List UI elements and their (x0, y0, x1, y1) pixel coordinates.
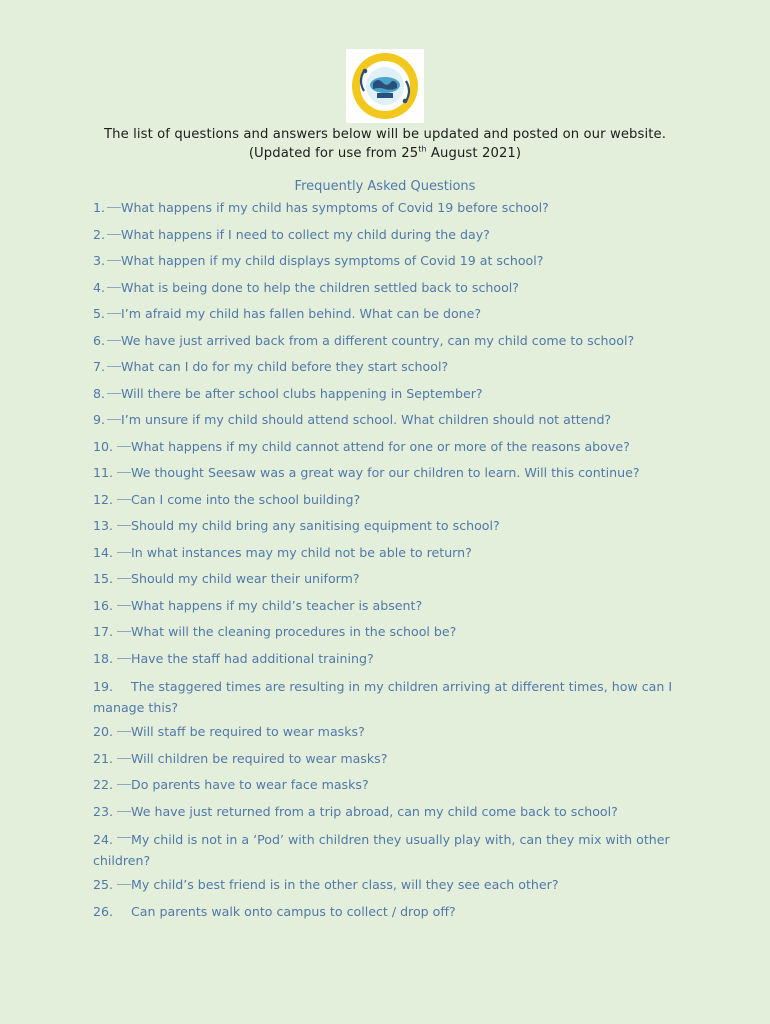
tab-leader (107, 358, 121, 367)
tab-leader (107, 199, 121, 208)
tab-leader (117, 570, 131, 579)
faq-item (93, 332, 673, 359)
faq-number: 8. (93, 385, 106, 401)
faq-item (93, 803, 673, 830)
faq-number: 17. (93, 624, 114, 639)
faq-item (93, 226, 673, 253)
faq-item (93, 597, 673, 624)
faq-question: Will there be after school clubs happening in September? (121, 385, 483, 401)
faq-number: 10. (93, 438, 114, 454)
faq-question: The staggered times are resulting in my children arriving at different times, how can I manage this? (93, 679, 673, 715)
faq-question: Should my child bring any sanitising equipment to school? (131, 518, 500, 533)
tab-leader (117, 829, 131, 838)
faq-number: 22. (93, 777, 114, 792)
faq-number: 26. (93, 903, 114, 919)
tab-leader (117, 750, 131, 759)
tab-leader (117, 776, 131, 785)
school-crest-logo (346, 49, 424, 123)
faq-question: We thought Seesaw was a great way for our children to learn. Will this continue? (131, 465, 640, 480)
faq-question: In what instances may my child not be able to return? (131, 544, 472, 560)
tab-leader (117, 517, 131, 526)
tab-spacer (117, 903, 131, 911)
tab-leader (117, 491, 131, 500)
faq-item (93, 570, 673, 597)
faq-item (93, 623, 673, 650)
faq-item (93, 723, 673, 750)
faq-question: What happens if my child’s teacher is absent? (131, 597, 423, 613)
faq-question: What happens if I need to collect my child during the day? (121, 226, 490, 242)
faq-item (93, 358, 673, 385)
faq-number: 7. (93, 359, 106, 374)
faq-item (93, 464, 673, 491)
faq-item (93, 676, 673, 723)
faq-item (93, 876, 673, 903)
faq-item (93, 776, 673, 803)
tab-leader (107, 226, 121, 235)
faq-number: 2. (93, 226, 106, 242)
intro-line-2-suffix: August 2021) (426, 146, 522, 161)
faq-question: What happens if my child has symptoms of Covid 19 before school? (121, 200, 549, 215)
intro-line-2-prefix: (Updated for use from 25 (248, 146, 419, 161)
faq-number: 13. (93, 518, 114, 533)
intro-line-2 (0, 144, 770, 163)
faq-list (93, 199, 673, 929)
faq-question: I’m unsure if my child should attend school. What children should not attend? (121, 412, 612, 427)
faq-item (93, 650, 673, 677)
faq-item (93, 903, 673, 930)
faq-number: 1. (93, 200, 106, 215)
tab-leader (107, 279, 121, 288)
faq-item (93, 305, 673, 332)
faq-question: Have the staff had additional training? (131, 650, 374, 666)
faq-question: What happen if my child displays symptoms of Covid 19 at school? (121, 253, 544, 268)
faq-number: 12. (93, 491, 114, 507)
tab-leader (117, 597, 131, 606)
faq-question: We have just arrived back from a different country, can my child come to school? (121, 332, 635, 348)
intro-text (0, 125, 770, 163)
faq-number: 4. (93, 279, 106, 295)
tab-leader (107, 252, 121, 261)
faq-question: Will children be required to wear masks? (131, 750, 388, 766)
school-crest-icon (346, 49, 424, 123)
faq-item (93, 750, 673, 777)
tab-leader (117, 544, 131, 553)
faq-item (93, 491, 673, 518)
faq-number: 9. (93, 412, 106, 427)
faq-question: What is being done to help the children settled back to school? (121, 279, 519, 295)
faq-question: What will the cleaning procedures in the school be? (131, 624, 457, 639)
intro-line-2-superscript: th (418, 144, 427, 154)
faq-number: 14. (93, 544, 114, 560)
faq-question: We have just returned from a trip abroad, can my child come back to school? (131, 803, 618, 819)
faq-number: 20. (93, 724, 114, 739)
faq-question: What can I do for my child before they start school? (121, 359, 449, 374)
tab-leader (107, 411, 121, 420)
faq-number: 19. (93, 679, 114, 694)
faq-item (93, 385, 673, 412)
faq-item (93, 252, 673, 279)
faq-number: 24. (93, 832, 114, 847)
faq-number: 15. (93, 571, 114, 586)
faq-heading: Frequently Asked Questions (294, 179, 476, 194)
tab-spacer (117, 676, 131, 684)
tab-leader (107, 305, 121, 314)
tab-leader (117, 438, 131, 447)
faq-item (93, 199, 673, 226)
faq-number: 5. (93, 306, 106, 321)
faq-question: My child is not in a ‘Pod’ with children they usually play with, can they mix with other children? (93, 832, 670, 868)
tab-leader (117, 803, 131, 812)
faq-number: 23. (93, 803, 114, 819)
tab-leader (117, 623, 131, 632)
faq-question: My child’s best friend is in the other class, will they see each other? (131, 877, 559, 892)
faq-number: 21. (93, 750, 114, 766)
faq-number: 25. (93, 877, 114, 892)
faq-item (93, 544, 673, 571)
intro-line-1: The list of questions and answers below will be updated and posted on our website. (103, 127, 667, 142)
faq-question: I’m afraid my child has fallen behind. What can be done? (121, 306, 482, 321)
faq-number: 16. (93, 597, 114, 613)
tab-leader (117, 876, 131, 885)
faq-item (93, 438, 673, 465)
faq-item (93, 517, 673, 544)
faq-number: 3. (93, 253, 106, 268)
faq-item (93, 279, 673, 306)
faq-question: Will staff be required to wear masks? (131, 724, 365, 739)
faq-question: Should my child wear their uniform? (131, 571, 360, 586)
tab-leader (117, 650, 131, 659)
faq-number: 6. (93, 332, 106, 348)
faq-item (93, 829, 673, 876)
faq-question: Can parents walk onto campus to collect / drop off? (131, 903, 456, 919)
tab-leader (107, 332, 121, 341)
faq-question: What happens if my child cannot attend for one or more of the reasons above? (131, 438, 630, 454)
faq-question: Can I come into the school building? (131, 491, 361, 507)
faq-question: Do parents have to wear face masks? (131, 777, 369, 792)
faq-item (93, 411, 673, 438)
tab-leader (117, 464, 131, 473)
faq-number: 18. (93, 650, 114, 666)
tab-leader (117, 723, 131, 732)
tab-leader (107, 385, 121, 394)
faq-number: 11. (93, 465, 114, 480)
